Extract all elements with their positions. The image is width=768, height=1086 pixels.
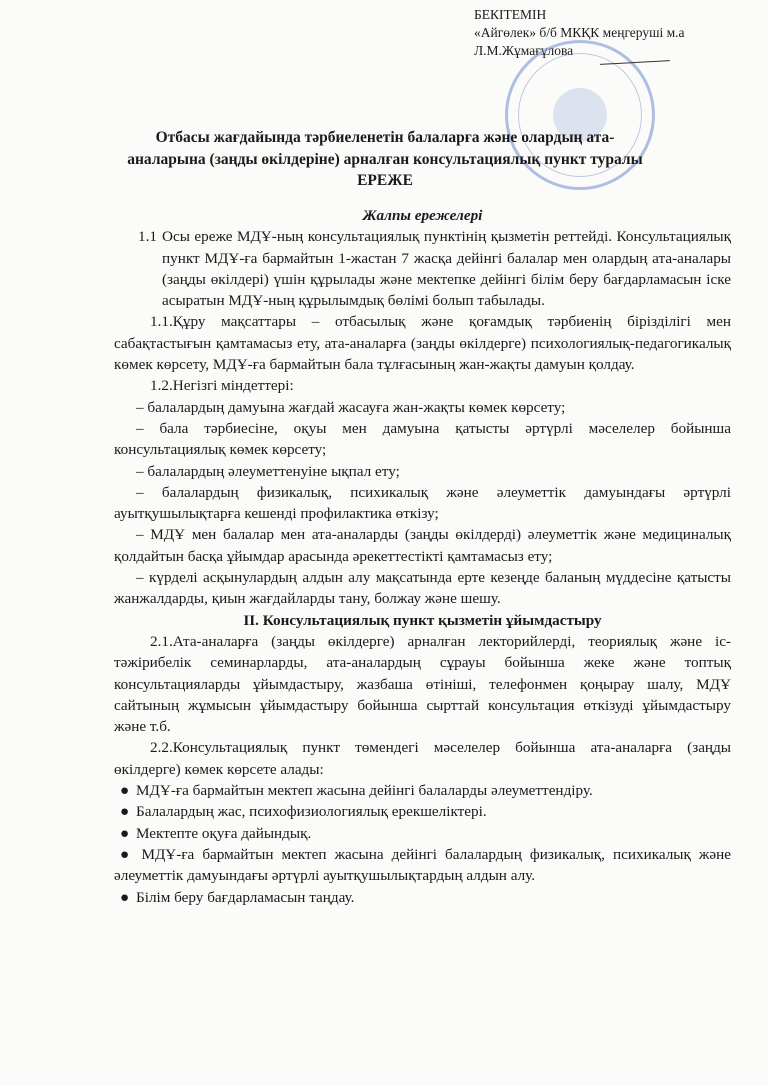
bullet-item bbox=[114, 780, 731, 801]
bullet-icon: ● bbox=[120, 888, 130, 906]
bullet-text: МДҰ-ға бармайтын мектеп жасына дейінгі балалардың физикалық, психикалық және әлеуметтік дамуындағы әртүрлі ауытқушылықтардың алдын алу. bbox=[114, 845, 732, 885]
paragraph-number: 1.1 bbox=[138, 228, 157, 246]
section-1-heading: Жалпы ережелері bbox=[362, 207, 483, 224]
paragraph-text: Осы ереже МДҰ-ның консультациялық пунктінің қызметін реттейді. Консультациялық пункт МДҰ-ға бармайтын 1-жастан 7 жасқа дейінгі балалар мен олардың ата-аналары (заңды өкілдері) үшін құрылады және мектепке дейінгі білім беру бағдарламасын іске асыратын МДҰ-ның құрылымдық бөлімі болып табылады. bbox=[162, 228, 731, 310]
task-item: – күрделі асқынулардың алдын алу мақсатында ерте кезеңде баланың мүддесіне қатысты жанжалдарды, қиын жағдайларды тану, болжау және шешу. bbox=[114, 569, 731, 608]
paragraph-1-1 bbox=[114, 226, 731, 311]
task-item: – балалардың дамуына жағдай жасауға жан-жақты көмек көрсету; bbox=[136, 398, 566, 416]
signature-line bbox=[600, 60, 670, 65]
bullet-icon: ● bbox=[120, 845, 134, 863]
task-item: – балалардың физикалық, психикалық және әлеуметтік дамуындағы әртүрлі ауытқушылықтарға кешенді профилактика өткізу; bbox=[114, 483, 731, 523]
bullet-icon: ● bbox=[120, 782, 130, 800]
bullet-item bbox=[114, 887, 731, 908]
bullet-text: Балалардың жас, психофизиологиялық ерекшеліктері. bbox=[136, 803, 487, 821]
approval-position: «Айгөлек» б/б МКҚК меңгеруші м.а bbox=[474, 25, 685, 40]
approval-block bbox=[474, 6, 734, 60]
title-line-1: Отбасы жағдайында тәрбиеленетін балаларға және олардың ата- bbox=[155, 129, 615, 146]
document-body bbox=[114, 205, 731, 908]
bullet-icon: ● bbox=[120, 803, 130, 821]
task-item: – балалардың әлеуметтенуіне ықпал ету; bbox=[136, 462, 400, 480]
document-title bbox=[120, 127, 650, 192]
paragraph-2-2: 2.2.Консультациялық пункт төмендегі мәселелер бойынша ата-аналарға (заңды өкілдерге) көмек көрсете алады: bbox=[114, 739, 731, 778]
bullet-text: Мектепте оқуға дайындық. bbox=[136, 824, 312, 842]
approval-heading: БЕКІТЕМІН bbox=[474, 7, 547, 22]
bullet-icon: ● bbox=[120, 824, 130, 842]
title-line-3: ЕРЕЖЕ bbox=[357, 172, 413, 189]
bullet-item bbox=[114, 823, 731, 844]
title-line-2: аналарына (заңды өкілдеріне) арналған консультациялық пункт туралы bbox=[127, 150, 643, 168]
paragraph-2-1: 2.1.Ата-аналарға (заңды өкілдерге) арналған лекторийлерді, теориялық және іс-тәжірибелік семинарларды, ата-аналардың сұрауы бойынша жеке және топтық консультацияларды ұйымдастыру, жазбаша өтініші, телефонмен қоңырау шалу, МДҰ сайтының жұмысын ұйымдастыру бойынша сырттай консультация өткізуді ұйымдастыру және т.б. bbox=[114, 632, 731, 736]
bullet-item bbox=[114, 801, 731, 822]
paragraph-goals: 1.1.Құру мақсаттары – отбасылық және қоғамдық тәрбиенің бірізділігі мен сабақтастығын қамтамасыз ету, ата-аналарға (заңды өкілдерге) психологиялық-педагогикалық көмек көрсету, МДҰ-ға бармайтын бала тұлғасының жан-жақты дамуын қолдау. bbox=[114, 313, 731, 374]
task-item: – бала тәрбиесіне, оқуы мен дамуына қатысты әртүрлі мәселелер бойынша консультациялық көмек көрсету; bbox=[114, 419, 731, 459]
bullet-text: МДҰ-ға бармайтын мектеп жасына дейінгі балаларды әлеуметтендіру. bbox=[136, 782, 593, 800]
bullet-item bbox=[114, 844, 731, 887]
approval-name: Л.М.Жұмағұлова bbox=[474, 43, 574, 58]
paragraph-tasks-heading: 1.2.Негізгі міндеттері: bbox=[150, 377, 294, 395]
task-item: – МДҰ мен балалар мен ата-аналарды (заңды өкілдерді) әлеуметтік және медициналық қолдайтын басқа ұйымдар арасында әрекеттестікті қамтамасыз ету; bbox=[114, 526, 731, 565]
section-2-heading: ІІ. Консультациялық пункт қызметін ұйымдастыру bbox=[243, 611, 602, 629]
bullet-text: Білім беру бағдарламасын таңдау. bbox=[136, 888, 355, 906]
